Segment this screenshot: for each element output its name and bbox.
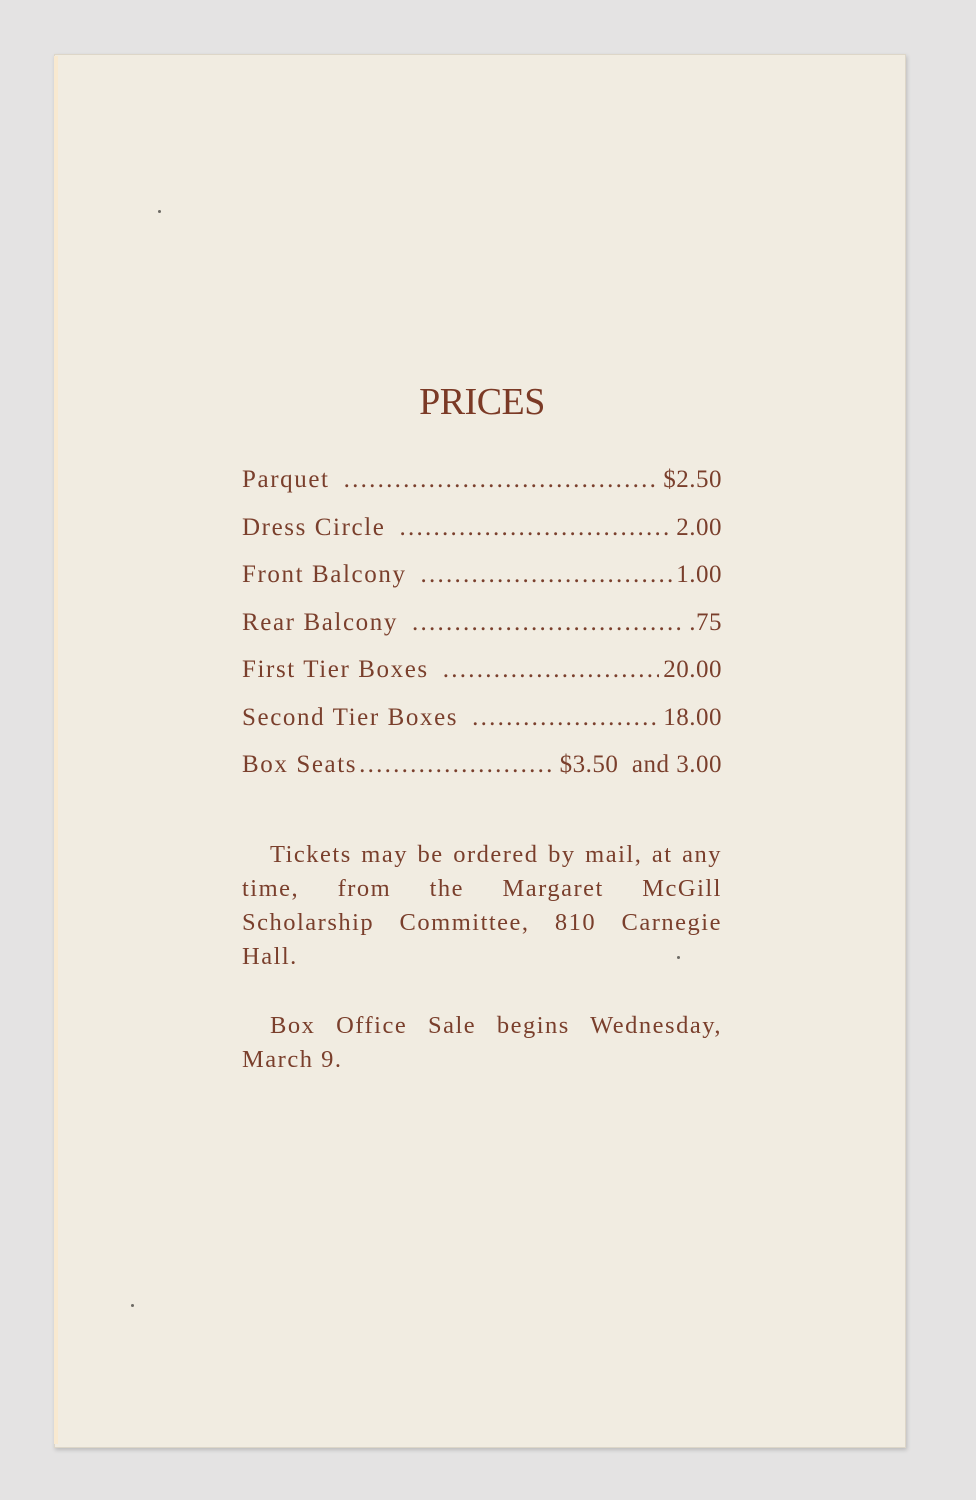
seat-name: First Tier Boxes (242, 656, 429, 683)
price-row-second-tier-boxes (242, 704, 722, 752)
seat-price: $2.50 (663, 466, 722, 493)
seat-name: Parquet (242, 466, 330, 493)
seat-price: $3.50 and 3.00 (559, 751, 722, 778)
dot-leader (421, 561, 673, 589)
dot-leader (443, 656, 659, 684)
price-row-rear-balcony (242, 609, 722, 657)
dot-leader (399, 514, 672, 542)
seat-price: 1.00 (676, 561, 722, 588)
seat-name: Front Balcony (242, 561, 407, 588)
price-list (242, 466, 722, 799)
paper-speck (131, 1304, 134, 1307)
price-row-first-tier-boxes (242, 656, 722, 704)
price-row-box-seats (242, 751, 722, 799)
seat-name: Second Tier Boxes (242, 703, 459, 731)
card-edge (54, 56, 58, 1444)
price-row-dress-circle (242, 514, 722, 562)
seat-price: .75 (689, 608, 722, 636)
price-row-front-balcony (242, 561, 722, 609)
paper-speck (158, 210, 161, 213)
seat-name: Dress Circle (242, 513, 386, 541)
dot-leader (472, 704, 659, 732)
seat-price: 18.00 (663, 703, 722, 731)
mail-order-note: Tickets may be ordered by mail, at any time, from the Margaret McGill Scholarship Committee, 810 Carnegie Hall. (242, 841, 722, 970)
dot-leader (344, 466, 660, 494)
page-title: PRICES (419, 381, 545, 423)
box-office-note: Box Office Sale begins Wednesday, March 9. (242, 1012, 722, 1073)
seat-price: 2.00 (676, 513, 722, 541)
dot-leader (412, 609, 685, 637)
seat-price: 20.00 (663, 656, 722, 683)
seat-name: Rear Balcony (242, 608, 398, 636)
dot-leader (359, 751, 556, 779)
seat-name: Box Seats (242, 751, 358, 778)
price-row-parquet (242, 466, 722, 514)
